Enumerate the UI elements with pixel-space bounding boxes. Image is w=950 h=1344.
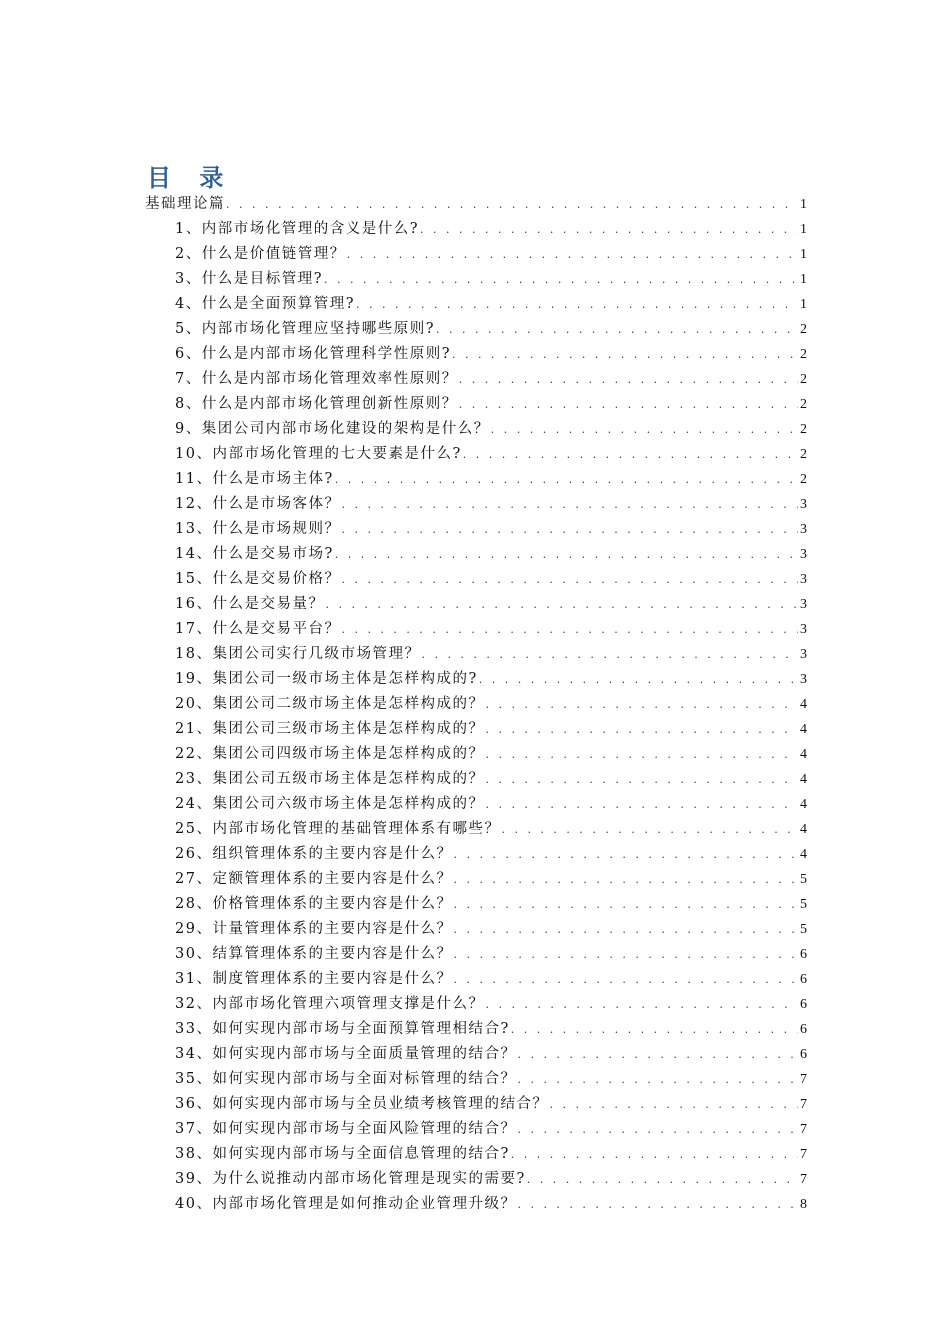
toc-leader-dots	[459, 392, 798, 417]
toc-page-number: 3	[800, 672, 807, 687]
toc-entry[interactable]	[145, 1042, 807, 1067]
toc-leader-dots	[527, 1167, 798, 1192]
toc-entry-label: 12、什么是市场客体？	[175, 496, 341, 512]
toc-leader-dots	[549, 1092, 798, 1117]
toc-entry-label: 8、什么是内部市场化管理创新性原则？	[175, 396, 458, 412]
toc-page-number: 4	[800, 747, 807, 762]
toc-leader-dots	[356, 292, 798, 317]
toc-leader-dots	[517, 1192, 798, 1217]
toc-page-number: 3	[800, 572, 807, 587]
toc-entry[interactable]	[145, 717, 807, 742]
toc-entry[interactable]	[145, 1192, 807, 1217]
toc-page-number: 2	[800, 347, 807, 362]
toc-page-number: 3	[800, 622, 807, 637]
toc-entry[interactable]	[145, 317, 807, 342]
toc-entry-label: 4、什么是全面预算管理?	[175, 296, 355, 312]
toc-leader-dots	[324, 267, 798, 292]
toc-page-number: 7	[800, 1072, 807, 1087]
toc-entry-label: 17、什么是交易平台？	[175, 621, 341, 637]
toc-entry[interactable]	[145, 467, 807, 492]
toc-entry-label: 24、集团公司六级市场主体是怎样构成的？	[175, 796, 485, 812]
toc-leader-dots	[226, 192, 798, 217]
toc-entry[interactable]	[145, 592, 807, 617]
toc-page-number: 2	[800, 472, 807, 487]
toc-entry-label: 19、集团公司一级市场主体是怎样构成的?	[175, 671, 478, 687]
toc-entry-label: 35、如何实现内部市场与全面对标管理的结合？	[175, 1071, 517, 1087]
toc-entry[interactable]	[145, 817, 807, 842]
toc-leader-dots	[436, 317, 798, 342]
toc-entry-label: 36、如何实现内部市场与全员业绩考核管理的结合？	[175, 1096, 549, 1112]
toc-page-number: 1	[800, 272, 807, 287]
toc-leader-dots	[452, 342, 798, 367]
toc-leader-dots	[459, 367, 798, 392]
toc-entry-label: 38、如何实现内部市场与全面信息管理的结合?	[175, 1146, 510, 1162]
toc-page-number: 7	[800, 1147, 807, 1162]
toc-page-number: 4	[800, 822, 807, 837]
toc-page-number: 5	[800, 872, 807, 887]
toc-entry[interactable]	[145, 942, 807, 967]
toc-page-number: 2	[800, 397, 807, 412]
toc-leader-dots	[341, 567, 798, 592]
toc-entry-label: 5、内部市场化管理应坚持哪些原则?	[175, 321, 435, 337]
toc-entry-label: 基础理论篇	[145, 196, 225, 212]
toc-leader-dots	[517, 1067, 798, 1092]
toc-leader-dots	[485, 792, 798, 817]
toc-page-number: 7	[800, 1122, 807, 1137]
toc-page-number: 4	[800, 797, 807, 812]
toc-entry-label: 22、集团公司四级市场主体是怎样构成的？	[175, 746, 485, 762]
toc-leader-dots	[347, 242, 798, 267]
toc-leader-dots	[501, 817, 798, 842]
toc-entry[interactable]	[145, 367, 807, 392]
toc-entry[interactable]	[145, 267, 807, 292]
toc-entry[interactable]	[145, 442, 807, 467]
toc-entry[interactable]	[145, 917, 807, 942]
toc-page-number: 1	[800, 222, 807, 237]
toc-page-number: 4	[800, 697, 807, 712]
toc-section-entry[interactable]	[145, 192, 807, 217]
toc-entry-label: 9、集团公司内部市场化建设的架构是什么？	[175, 421, 490, 437]
toc-page-number: 2	[800, 322, 807, 337]
toc-entry-label: 2、什么是价值链管理？	[175, 246, 346, 262]
toc-entry[interactable]	[145, 867, 807, 892]
toc-entry[interactable]	[145, 542, 807, 567]
toc-entry-label: 23、集团公司五级市场主体是怎样构成的？	[175, 771, 485, 787]
toc-entry-label: 33、如何实现内部市场与全面预算管理相结合?	[175, 1021, 510, 1037]
toc-leader-dots	[485, 742, 798, 767]
toc-entry[interactable]	[145, 992, 807, 1017]
toc-page-number: 8	[800, 1197, 807, 1212]
toc-page-number: 6	[800, 972, 807, 987]
toc-entry[interactable]	[145, 217, 807, 242]
toc-entry[interactable]	[145, 492, 807, 517]
toc-leader-dots	[453, 942, 798, 967]
toc-entry-label: 6、什么是内部市场化管理科学性原则?	[175, 346, 451, 362]
toc-entry-label: 37、如何实现内部市场与全面风险管理的结合？	[175, 1121, 517, 1137]
toc-entry-label: 14、什么是交易市场?	[175, 546, 334, 562]
toc-entry[interactable]	[145, 1017, 807, 1042]
toc-title: 目 录	[147, 163, 234, 192]
toc-entry[interactable]	[145, 767, 807, 792]
toc-page-number: 2	[800, 447, 807, 462]
toc-entry-label: 15、什么是交易价格？	[175, 571, 341, 587]
toc-leader-dots	[341, 517, 798, 542]
toc-entry[interactable]	[145, 617, 807, 642]
table-of-contents	[145, 192, 807, 1217]
toc-entry-label: 20、集团公司二级市场主体是怎样构成的？	[175, 696, 485, 712]
toc-leader-dots	[485, 692, 798, 717]
toc-page-number: 3	[800, 547, 807, 562]
toc-page-number: 7	[800, 1097, 807, 1112]
toc-entry[interactable]	[145, 1092, 807, 1117]
toc-leader-dots	[491, 417, 798, 442]
toc-page-number: 4	[800, 772, 807, 787]
toc-entry-label: 30、结算管理体系的主要内容是什么？	[175, 946, 453, 962]
toc-entry[interactable]	[145, 667, 807, 692]
toc-leader-dots	[341, 617, 798, 642]
toc-entry-label: 11、什么是市场主体?	[175, 471, 334, 487]
toc-page-number: 1	[800, 297, 807, 312]
toc-entry[interactable]	[145, 517, 807, 542]
toc-page-number: 6	[800, 997, 807, 1012]
toc-entry[interactable]	[145, 1067, 807, 1092]
toc-leader-dots	[517, 1042, 798, 1067]
toc-leader-dots	[335, 467, 798, 492]
toc-page-number: 4	[800, 722, 807, 737]
toc-entry[interactable]	[145, 892, 807, 917]
toc-page-number: 4	[800, 847, 807, 862]
toc-entry-label: 13、什么是市场规则？	[175, 521, 341, 537]
toc-entry[interactable]	[145, 292, 807, 317]
toc-page-number: 3	[800, 597, 807, 612]
toc-leader-dots	[479, 667, 798, 692]
toc-leader-dots	[421, 642, 798, 667]
toc-page-number: 3	[800, 497, 807, 512]
toc-leader-dots	[453, 967, 798, 992]
toc-entry-label: 3、什么是目标管理?	[175, 271, 323, 287]
toc-leader-dots	[341, 492, 798, 517]
toc-entry-label: 26、组织管理体系的主要内容是什么？	[175, 846, 453, 862]
toc-leader-dots	[511, 1017, 798, 1042]
toc-page-number: 3	[800, 522, 807, 537]
toc-entry-label: 40、内部市场化管理是如何推动企业管理升级？	[175, 1196, 517, 1212]
toc-leader-dots	[453, 867, 798, 892]
toc-entry[interactable]	[145, 1142, 807, 1167]
toc-page-number: 5	[800, 922, 807, 937]
toc-entry[interactable]	[145, 1117, 807, 1142]
toc-entry-label: 7、什么是内部市场化管理效率性原则？	[175, 371, 458, 387]
toc-leader-dots	[453, 892, 798, 917]
toc-leader-dots	[463, 442, 798, 467]
toc-leader-dots	[517, 1117, 798, 1142]
toc-entry[interactable]	[145, 842, 807, 867]
toc-entry[interactable]	[145, 642, 807, 667]
toc-page-number: 2	[800, 372, 807, 387]
toc-entry-label: 31、制度管理体系的主要内容是什么？	[175, 971, 453, 987]
toc-entry[interactable]	[145, 567, 807, 592]
toc-page-number: 3	[800, 647, 807, 662]
toc-entry-label: 39、为什么说推动内部市场化管理是现实的需要?	[175, 1171, 526, 1187]
toc-entry[interactable]	[145, 742, 807, 767]
toc-page-number: 2	[800, 422, 807, 437]
toc-leader-dots	[325, 592, 798, 617]
toc-entry[interactable]	[145, 792, 807, 817]
toc-entry-label: 28、价格管理体系的主要内容是什么？	[175, 896, 453, 912]
toc-entry-label: 29、计量管理体系的主要内容是什么？	[175, 921, 453, 937]
toc-leader-dots	[335, 542, 798, 567]
toc-entry-label: 10、内部市场化管理的七大要素是什么?	[175, 446, 462, 462]
toc-leader-dots	[453, 917, 798, 942]
toc-page-number: 1	[800, 247, 807, 262]
toc-entry-label: 1、内部市场化管理的含义是什么?	[175, 221, 419, 237]
toc-page-number: 5	[800, 897, 807, 912]
toc-page-number: 6	[800, 1047, 807, 1062]
toc-leader-dots	[485, 767, 798, 792]
toc-entry[interactable]	[145, 242, 807, 267]
toc-leader-dots	[511, 1142, 798, 1167]
toc-entry[interactable]	[145, 342, 807, 367]
toc-entry-label: 34、如何实现内部市场与全面质量管理的结合？	[175, 1046, 517, 1062]
toc-page-number: 6	[800, 947, 807, 962]
toc-entry-label: 16、什么是交易量？	[175, 596, 325, 612]
toc-page-number: 7	[800, 1172, 807, 1187]
toc-leader-dots	[420, 217, 798, 242]
toc-leader-dots	[485, 992, 798, 1017]
toc-entry-label: 27、定额管理体系的主要内容是什么？	[175, 871, 453, 887]
toc-entry[interactable]	[145, 967, 807, 992]
toc-entry[interactable]	[145, 417, 807, 442]
toc-entry[interactable]	[145, 692, 807, 717]
toc-entry-label: 25、内部市场化管理的基础管理体系有哪些？	[175, 821, 501, 837]
toc-page-number: 6	[800, 1022, 807, 1037]
toc-leader-dots	[485, 717, 798, 742]
toc-entry-label: 21、集团公司三级市场主体是怎样构成的？	[175, 721, 485, 737]
toc-entry[interactable]	[145, 392, 807, 417]
toc-leader-dots	[453, 842, 798, 867]
toc-entry-label: 32、内部市场化管理六项管理支撑是什么？	[175, 996, 485, 1012]
toc-entry[interactable]	[145, 1167, 807, 1192]
toc-entry-label: 18、集团公司实行几级市场管理？	[175, 646, 421, 662]
toc-page-number: 1	[800, 197, 807, 212]
